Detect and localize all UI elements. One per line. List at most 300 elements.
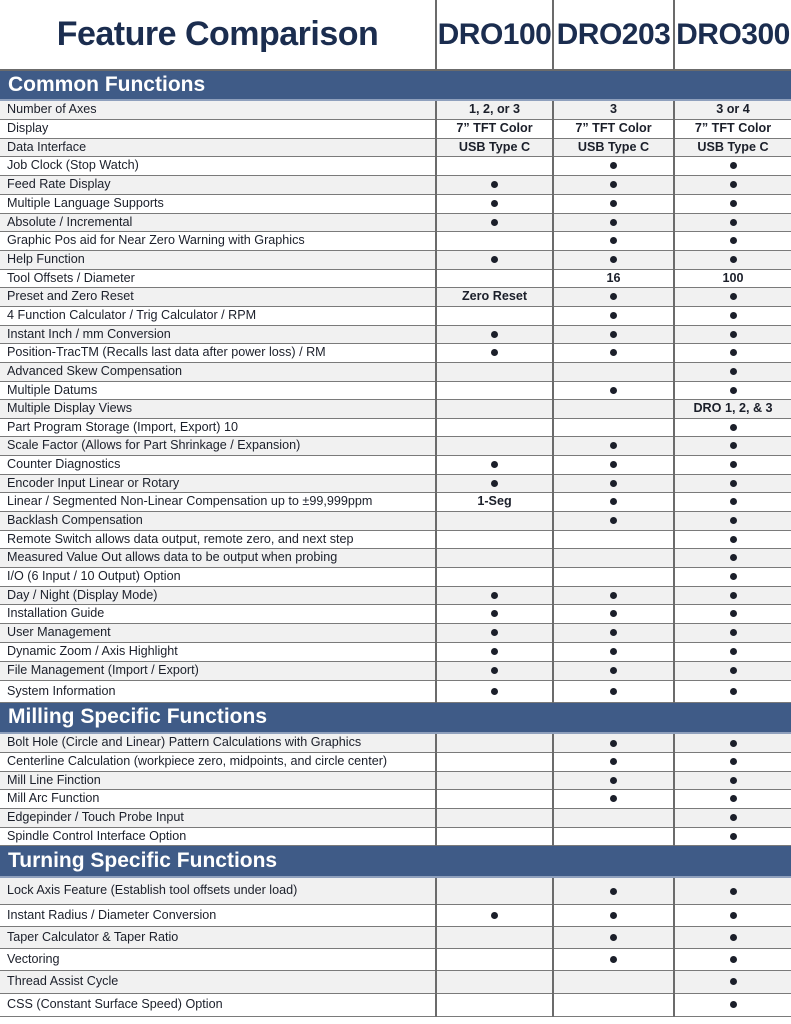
bullet-dot-icon <box>491 480 498 487</box>
feature-dot-cell <box>553 156 674 175</box>
feature-row <box>0 399 791 418</box>
feature-value: 1-Seg <box>436 492 553 511</box>
feature-name: Day / Night (Display Mode) <box>0 586 436 604</box>
bullet-dot-icon <box>610 256 617 263</box>
feature-name: Dynamic Zoom / Axis Highlight <box>0 642 436 661</box>
feature-row <box>0 948 791 970</box>
bullet-dot-icon <box>730 1001 737 1008</box>
feature-name: 4 Function Calculator / Trig Calculator / RPM <box>0 306 436 325</box>
bullet-dot-icon <box>610 956 617 963</box>
section-header <box>0 845 791 877</box>
bullet-dot-icon <box>730 833 737 840</box>
bullet-dot-icon <box>610 758 617 765</box>
section-title: Turning Specific Functions <box>0 845 791 877</box>
feature-name: Vectoring <box>0 948 436 970</box>
feature-dot-cell <box>674 325 791 343</box>
bullet-dot-icon <box>491 610 498 617</box>
feature-dot-cell <box>553 474 674 492</box>
feature-row <box>0 970 791 993</box>
feature-name: Number of Axes <box>0 100 436 119</box>
bullet-dot-icon <box>610 293 617 300</box>
feature-dot-cell <box>436 604 553 623</box>
bullet-dot-icon <box>730 219 737 226</box>
feature-row <box>0 455 791 474</box>
feature-row <box>0 492 791 511</box>
bullet-dot-icon <box>730 795 737 802</box>
feature-value <box>436 752 553 771</box>
feature-dot-cell <box>436 586 553 604</box>
bullet-dot-icon <box>610 592 617 599</box>
section-title: Milling Specific Functions <box>0 702 791 733</box>
feature-row <box>0 604 791 623</box>
feature-value <box>553 418 674 436</box>
feature-dot-cell <box>674 381 791 399</box>
feature-value <box>436 733 553 752</box>
feature-value: USB Type C <box>553 138 674 156</box>
feature-dot-cell <box>436 250 553 269</box>
bullet-dot-icon <box>730 293 737 300</box>
bullet-dot-icon <box>730 667 737 674</box>
bullet-dot-icon <box>491 688 498 695</box>
feature-dot-cell <box>674 436 791 455</box>
model-header-dro300: DRO300 <box>674 0 791 70</box>
feature-value <box>553 399 674 418</box>
bullet-dot-icon <box>730 442 737 449</box>
bullet-dot-icon <box>610 517 617 524</box>
feature-name: Tool Offsets / Diameter <box>0 269 436 287</box>
feature-dot-cell <box>674 362 791 381</box>
feature-name: Display <box>0 119 436 138</box>
bullet-dot-icon <box>730 480 737 487</box>
bullet-dot-icon <box>730 610 737 617</box>
bullet-dot-icon <box>491 912 498 919</box>
feature-name: Counter Diagnostics <box>0 455 436 474</box>
feature-value: 7” TFT Color <box>436 119 553 138</box>
feature-value <box>553 530 674 548</box>
feature-row <box>0 213 791 231</box>
feature-dot-cell <box>674 194 791 213</box>
feature-name: Bolt Hole (Circle and Linear) Pattern Calculations with Graphics <box>0 733 436 752</box>
feature-row <box>0 733 791 752</box>
feature-dot-cell <box>553 877 674 904</box>
page-title: Feature Comparison <box>0 0 436 70</box>
bullet-dot-icon <box>491 200 498 207</box>
feature-dot-cell <box>674 680 791 702</box>
feature-row <box>0 993 791 1016</box>
feature-name: Remote Switch allows data output, remote zero, and next step <box>0 530 436 548</box>
feature-dot-cell <box>674 474 791 492</box>
feature-row <box>0 474 791 492</box>
feature-name: Data Interface <box>0 138 436 156</box>
feature-dot-cell <box>553 343 674 362</box>
feature-value <box>436 993 553 1016</box>
feature-dot-cell <box>674 948 791 970</box>
feature-dot-cell <box>553 604 674 623</box>
feature-row <box>0 306 791 325</box>
feature-value <box>553 970 674 993</box>
feature-value: 16 <box>553 269 674 287</box>
feature-value <box>436 827 553 845</box>
feature-name: Installation Guide <box>0 604 436 623</box>
bullet-dot-icon <box>610 795 617 802</box>
feature-dot-cell <box>553 586 674 604</box>
feature-name: System Information <box>0 680 436 702</box>
bullet-dot-icon <box>491 349 498 356</box>
feature-dot-cell <box>674 771 791 789</box>
feature-dot-cell <box>674 175 791 194</box>
bullet-dot-icon <box>730 424 737 431</box>
feature-value: 7” TFT Color <box>553 119 674 138</box>
bullet-dot-icon <box>730 256 737 263</box>
feature-dot-cell <box>436 623 553 642</box>
feature-dot-cell <box>553 213 674 231</box>
feature-row <box>0 567 791 586</box>
feature-dot-cell <box>436 474 553 492</box>
feature-name: Multiple Datums <box>0 381 436 399</box>
bullet-dot-icon <box>491 648 498 655</box>
feature-row <box>0 680 791 702</box>
bullet-dot-icon <box>610 442 617 449</box>
feature-row <box>0 269 791 287</box>
bullet-dot-icon <box>730 554 737 561</box>
feature-row <box>0 642 791 661</box>
feature-row <box>0 362 791 381</box>
feature-dot-cell <box>674 604 791 623</box>
feature-dot-cell <box>436 642 553 661</box>
feature-value: 3 or 4 <box>674 100 791 119</box>
feature-value <box>436 970 553 993</box>
feature-dot-cell <box>674 926 791 948</box>
bullet-dot-icon <box>730 237 737 244</box>
bullet-dot-icon <box>610 331 617 338</box>
bullet-dot-icon <box>730 573 737 580</box>
bullet-dot-icon <box>491 461 498 468</box>
feature-dot-cell <box>436 325 553 343</box>
feature-dot-cell <box>674 877 791 904</box>
feature-value <box>553 808 674 827</box>
bullet-dot-icon <box>610 181 617 188</box>
feature-name: Multiple Language Supports <box>0 194 436 213</box>
feature-value <box>436 436 553 455</box>
feature-dot-cell <box>674 993 791 1016</box>
feature-value: Zero Reset <box>436 287 553 306</box>
bullet-dot-icon <box>610 387 617 394</box>
section-title: Common Functions <box>0 70 791 100</box>
feature-name: Graphic Pos aid for Near Zero Warning with Graphics <box>0 231 436 250</box>
bullet-dot-icon <box>730 956 737 963</box>
feature-dot-cell <box>674 250 791 269</box>
feature-dot-cell <box>674 530 791 548</box>
bullet-dot-icon <box>730 461 737 468</box>
feature-name: Backlash Compensation <box>0 511 436 530</box>
feature-dot-cell <box>674 548 791 567</box>
feature-name: Scale Factor (Allows for Part Shrinkage / Expansion) <box>0 436 436 455</box>
feature-name: Position-TracTM (Recalls last data after power loss) / RM <box>0 343 436 362</box>
feature-name: Linear / Segmented Non-Linear Compensation up to ±99,999ppm <box>0 492 436 511</box>
bullet-dot-icon <box>730 688 737 695</box>
feature-name: Centerline Calculation (workpiece zero, midpoints, and circle center) <box>0 752 436 771</box>
feature-dot-cell <box>553 381 674 399</box>
bullet-dot-icon <box>730 912 737 919</box>
feature-value: DRO 1, 2, & 3 <box>674 399 791 418</box>
feature-value <box>436 548 553 567</box>
feature-value <box>436 771 553 789</box>
feature-value <box>436 418 553 436</box>
bullet-dot-icon <box>730 517 737 524</box>
bullet-dot-icon <box>730 200 737 207</box>
feature-row <box>0 808 791 827</box>
bullet-dot-icon <box>610 688 617 695</box>
bullet-dot-icon <box>730 978 737 985</box>
feature-value <box>436 362 553 381</box>
bullet-dot-icon <box>610 934 617 941</box>
feature-row <box>0 926 791 948</box>
feature-name: Multiple Display Views <box>0 399 436 418</box>
feature-row <box>0 119 791 138</box>
feature-dot-cell <box>553 492 674 511</box>
bullet-dot-icon <box>610 219 617 226</box>
feature-dot-cell <box>436 680 553 702</box>
feature-value <box>436 789 553 808</box>
feature-row <box>0 661 791 680</box>
bullet-dot-icon <box>610 461 617 468</box>
feature-row <box>0 511 791 530</box>
feature-name: Advanced Skew Compensation <box>0 362 436 381</box>
feature-name: Thread Assist Cycle <box>0 970 436 993</box>
bullet-dot-icon <box>610 740 617 747</box>
feature-name: Feed Rate Display <box>0 175 436 194</box>
feature-name: Instant Inch / mm Conversion <box>0 325 436 343</box>
bullet-dot-icon <box>610 777 617 784</box>
bullet-dot-icon <box>730 498 737 505</box>
feature-value: 100 <box>674 269 791 287</box>
feature-dot-cell <box>674 231 791 250</box>
bullet-dot-icon <box>730 312 737 319</box>
bullet-dot-icon <box>491 592 498 599</box>
model-header-dro203: DRO203 <box>553 0 674 70</box>
feature-name: Spindle Control Interface Option <box>0 827 436 845</box>
feature-name: Job Clock (Stop Watch) <box>0 156 436 175</box>
feature-row <box>0 586 791 604</box>
feature-value <box>436 530 553 548</box>
feature-row <box>0 343 791 362</box>
bullet-dot-icon <box>730 629 737 636</box>
feature-name: Mill Line Finction <box>0 771 436 789</box>
bullet-dot-icon <box>610 648 617 655</box>
feature-name: Taper Calculator & Taper Ratio <box>0 926 436 948</box>
feature-value <box>436 399 553 418</box>
feature-dot-cell <box>436 904 553 926</box>
feature-value <box>553 362 674 381</box>
feature-dot-cell <box>674 661 791 680</box>
feature-dot-cell <box>553 250 674 269</box>
section-header <box>0 702 791 733</box>
feature-dot-cell <box>553 771 674 789</box>
feature-value <box>436 808 553 827</box>
feature-row <box>0 325 791 343</box>
feature-row <box>0 771 791 789</box>
feature-row <box>0 250 791 269</box>
feature-value: 3 <box>553 100 674 119</box>
bullet-dot-icon <box>610 480 617 487</box>
section-header <box>0 70 791 100</box>
bullet-dot-icon <box>491 219 498 226</box>
feature-value <box>553 827 674 845</box>
feature-row <box>0 530 791 548</box>
feature-dot-cell <box>553 752 674 771</box>
feature-row <box>0 138 791 156</box>
bullet-dot-icon <box>610 629 617 636</box>
feature-row <box>0 231 791 250</box>
feature-dot-cell <box>436 661 553 680</box>
feature-dot-cell <box>553 231 674 250</box>
bullet-dot-icon <box>491 331 498 338</box>
feature-dot-cell <box>436 175 553 194</box>
feature-value <box>436 877 553 904</box>
table-body <box>0 70 791 1016</box>
feature-dot-cell <box>553 642 674 661</box>
feature-value <box>436 381 553 399</box>
feature-dot-cell <box>553 926 674 948</box>
bullet-dot-icon <box>610 237 617 244</box>
bullet-dot-icon <box>730 387 737 394</box>
feature-row <box>0 548 791 567</box>
model-header-dro100: DRO100 <box>436 0 553 70</box>
feature-dot-cell <box>674 567 791 586</box>
feature-dot-cell <box>553 661 674 680</box>
feature-value: USB Type C <box>674 138 791 156</box>
feature-row <box>0 877 791 904</box>
feature-name: Encoder Input Linear or Rotary <box>0 474 436 492</box>
feature-dot-cell <box>674 213 791 231</box>
feature-value <box>553 993 674 1016</box>
feature-dot-cell <box>553 680 674 702</box>
feature-value <box>436 306 553 325</box>
feature-name: Preset and Zero Reset <box>0 287 436 306</box>
feature-dot-cell <box>553 789 674 808</box>
feature-dot-cell <box>553 733 674 752</box>
feature-name: Absolute / Incremental <box>0 213 436 231</box>
feature-dot-cell <box>674 642 791 661</box>
feature-name: Edgepinder / Touch Probe Input <box>0 808 436 827</box>
bullet-dot-icon <box>730 758 737 765</box>
feature-name: Lock Axis Feature (Establish tool offsets under load) <box>0 877 436 904</box>
feature-value: 1, 2, or 3 <box>436 100 553 119</box>
feature-name: Part Program Storage (Import, Export) 10 <box>0 418 436 436</box>
feature-dot-cell <box>553 436 674 455</box>
feature-dot-cell <box>674 586 791 604</box>
feature-dot-cell <box>674 733 791 752</box>
feature-dot-cell <box>674 827 791 845</box>
feature-value <box>553 548 674 567</box>
feature-value <box>436 156 553 175</box>
feature-dot-cell <box>553 948 674 970</box>
feature-row <box>0 789 791 808</box>
header-row <box>0 0 791 70</box>
bullet-dot-icon <box>730 777 737 784</box>
bullet-dot-icon <box>610 312 617 319</box>
feature-name: CSS (Constant Surface Speed) Option <box>0 993 436 1016</box>
bullet-dot-icon <box>730 592 737 599</box>
feature-dot-cell <box>553 175 674 194</box>
feature-value <box>436 511 553 530</box>
bullet-dot-icon <box>610 888 617 895</box>
feature-dot-cell <box>436 455 553 474</box>
bullet-dot-icon <box>610 162 617 169</box>
feature-value <box>436 948 553 970</box>
feature-dot-cell <box>553 325 674 343</box>
feature-value <box>436 269 553 287</box>
feature-name: Instant Radius / Diameter Conversion <box>0 904 436 926</box>
bullet-dot-icon <box>730 536 737 543</box>
feature-dot-cell <box>553 904 674 926</box>
feature-row <box>0 287 791 306</box>
feature-dot-cell <box>674 343 791 362</box>
feature-dot-cell <box>674 492 791 511</box>
bullet-dot-icon <box>491 667 498 674</box>
feature-row <box>0 436 791 455</box>
feature-row <box>0 381 791 399</box>
feature-dot-cell <box>674 418 791 436</box>
feature-name: Mill Arc Function <box>0 789 436 808</box>
feature-dot-cell <box>553 194 674 213</box>
feature-row <box>0 156 791 175</box>
feature-value <box>436 231 553 250</box>
feature-dot-cell <box>674 904 791 926</box>
feature-row <box>0 904 791 926</box>
feature-value: USB Type C <box>436 138 553 156</box>
feature-dot-cell <box>674 306 791 325</box>
bullet-dot-icon <box>610 200 617 207</box>
feature-row <box>0 175 791 194</box>
bullet-dot-icon <box>730 888 737 895</box>
bullet-dot-icon <box>730 814 737 821</box>
bullet-dot-icon <box>610 912 617 919</box>
feature-row <box>0 623 791 642</box>
feature-value: 7” TFT Color <box>674 119 791 138</box>
feature-dot-cell <box>674 511 791 530</box>
feature-name: I/O (6 Input / 10 Output) Option <box>0 567 436 586</box>
bullet-dot-icon <box>610 667 617 674</box>
bullet-dot-icon <box>730 162 737 169</box>
bullet-dot-icon <box>491 256 498 263</box>
bullet-dot-icon <box>491 629 498 636</box>
bullet-dot-icon <box>491 181 498 188</box>
feature-value <box>436 567 553 586</box>
bullet-dot-icon <box>730 648 737 655</box>
feature-dot-cell <box>674 287 791 306</box>
feature-row <box>0 418 791 436</box>
feature-name: Help Function <box>0 250 436 269</box>
feature-dot-cell <box>553 511 674 530</box>
bullet-dot-icon <box>730 740 737 747</box>
feature-row <box>0 194 791 213</box>
feature-row <box>0 752 791 771</box>
bullet-dot-icon <box>730 349 737 356</box>
bullet-dot-icon <box>610 349 617 356</box>
feature-dot-cell <box>436 194 553 213</box>
bullet-dot-icon <box>730 934 737 941</box>
feature-name: File Management (Import / Export) <box>0 661 436 680</box>
feature-dot-cell <box>674 623 791 642</box>
bullet-dot-icon <box>730 181 737 188</box>
feature-dot-cell <box>674 808 791 827</box>
feature-dot-cell <box>553 306 674 325</box>
feature-dot-cell <box>674 970 791 993</box>
feature-row <box>0 827 791 845</box>
feature-dot-cell <box>674 789 791 808</box>
feature-value <box>553 567 674 586</box>
